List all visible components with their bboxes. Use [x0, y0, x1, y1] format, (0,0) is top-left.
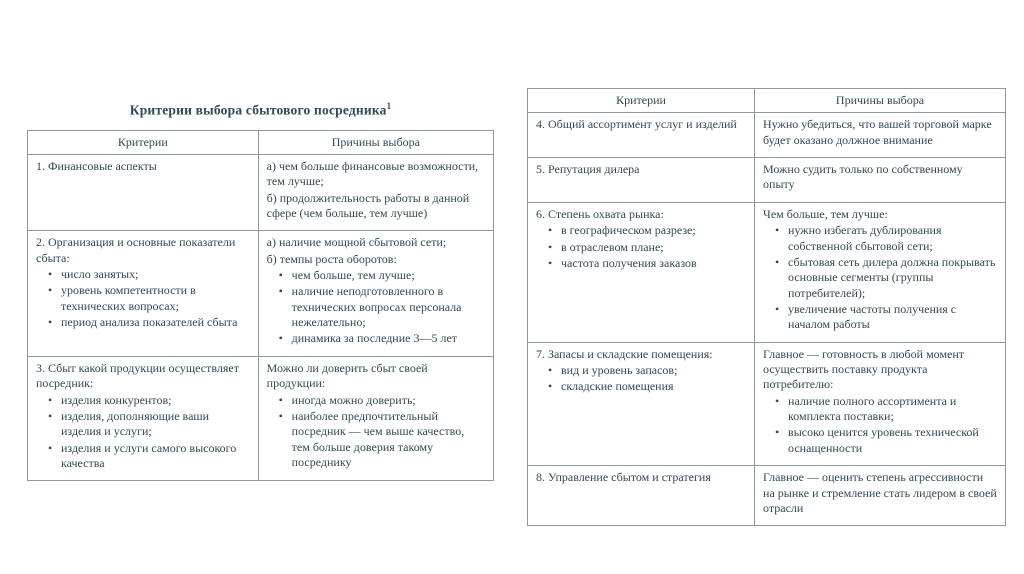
bullet-item	[36, 267, 250, 282]
bullet-text: в географическом разрезе;	[561, 223, 696, 238]
criteria-table-right	[527, 88, 1006, 526]
column-header: Критерии	[528, 89, 755, 113]
criteria-cell	[28, 356, 259, 481]
bullet-item	[36, 409, 250, 440]
bullet-text: иногда можно доверить;	[291, 392, 416, 407]
bullet-marker-icon: •	[278, 408, 283, 423]
bullet-text: в отраслевом плане;	[561, 239, 664, 254]
cell-text-line: Чем больше, тем лучше:	[763, 206, 888, 221]
bullet-text: нужно избегать дублирования собственной сбытовой сети;	[788, 223, 942, 253]
cell-text-line: Главное — готовность в любой момент осуществить поставку продукта потребителю:	[763, 346, 965, 392]
cell-text-line: а) чем больше финансовые возможности, тем лучше;	[266, 158, 479, 189]
bullet-marker-icon: •	[775, 393, 780, 408]
bullet-text: наличие неподготовленного в технических вопросах персонала нежелательно;	[291, 284, 462, 330]
reasons-cell	[258, 356, 493, 481]
table-row	[28, 154, 494, 230]
table-row	[528, 158, 1006, 203]
cell-text-line: 8. Управление сбытом и стратегия	[536, 470, 711, 485]
bullet-text: динамика за последние 3—5 лет	[291, 331, 458, 346]
bullet-item	[536, 223, 746, 238]
cell-text-line: а) наличие мощной сбытовой сети;	[266, 235, 447, 250]
bullet-marker-icon: •	[775, 223, 780, 238]
cell-text-line: Можно судить только по собственному опыту	[763, 162, 963, 192]
bullet-text: период анализа показателей сбыта	[61, 315, 238, 330]
bullet-item	[763, 223, 997, 254]
bullet-text: сбытовая сеть дилера должна покрывать основные сегменты (группы потребителей);	[788, 254, 996, 300]
bullet-item	[536, 379, 746, 394]
bullet-item	[763, 255, 997, 301]
bullet-marker-icon: •	[278, 331, 283, 346]
criteria-table-left	[27, 130, 494, 482]
bullet-marker-icon: •	[548, 255, 553, 270]
bullet-item	[36, 283, 250, 314]
reasons-cell	[258, 231, 493, 357]
bullet-text: вид и уровень запасов;	[561, 363, 678, 378]
bullet-marker-icon: •	[775, 254, 780, 269]
cell-text-line: 2. Организация и основные показатели сбыта:	[36, 235, 236, 265]
cell-text-line: 5. Репутация дилера	[536, 162, 640, 177]
bullet-item	[36, 315, 250, 330]
criteria-cell	[528, 202, 755, 342]
reasons-cell	[258, 154, 493, 230]
bullet-marker-icon: •	[548, 223, 553, 238]
bullet-text: изделия, дополняющие ваши изделия и услуги;	[61, 408, 210, 439]
right-page-column	[527, 88, 1006, 526]
bullet-text: число занятых;	[61, 267, 139, 282]
bullet-text: частота получения заказов	[561, 255, 697, 270]
reasons-cell	[755, 466, 1006, 526]
bullet-text: изделия и услуги самого высокого качества	[61, 440, 237, 470]
bullet-marker-icon: •	[48, 408, 53, 423]
bullet-marker-icon: •	[775, 301, 780, 316]
header-row	[528, 89, 1006, 113]
bullet-text: изделия конкурентов;	[61, 392, 172, 407]
reasons-cell	[755, 342, 1006, 466]
column-header: Причины выбора	[258, 130, 493, 154]
bullet-item	[763, 425, 997, 456]
cell-text-line: 1. Финансовые аспекты	[36, 158, 157, 173]
bullet-marker-icon: •	[278, 284, 283, 299]
cell-text-line: 3. Сбыт какой продукции осуществляет посредник:	[36, 360, 239, 391]
bullet-marker-icon: •	[48, 392, 53, 407]
bullet-marker-icon: •	[278, 268, 283, 283]
criteria-cell	[528, 158, 755, 203]
bullet-text: увеличение частоты получения с началом работы	[788, 301, 957, 332]
bullet-item	[763, 394, 997, 425]
bullet-item	[267, 268, 485, 283]
header-row	[28, 130, 494, 154]
reasons-cell	[755, 113, 1006, 158]
criteria-cell	[528, 342, 755, 466]
cell-text-line: 4. Общий ассортимент услуг и изделий	[536, 117, 737, 132]
bullet-item	[267, 284, 485, 330]
criteria-cell	[528, 113, 755, 158]
bullet-marker-icon: •	[48, 315, 53, 330]
bullet-marker-icon: •	[775, 425, 780, 440]
table-row	[528, 466, 1006, 526]
footnote-marker: 1	[386, 101, 392, 111]
cell-text-line: Нужно убедиться, что вашей торговой марке будет оказано должное внимание	[763, 117, 992, 147]
bullet-marker-icon: •	[548, 379, 553, 394]
cell-text-line: Можно ли доверить сбыт своей продукции:	[266, 360, 428, 391]
bullet-item	[536, 240, 746, 255]
reasons-cell	[755, 158, 1006, 203]
bullet-item	[763, 302, 997, 333]
reasons-cell	[755, 202, 1006, 342]
cell-text-line: б) продолжительность работы в данной сфере (чем больше, тем лучше)	[266, 190, 470, 220]
bullet-item	[536, 256, 746, 271]
bullet-item	[36, 393, 250, 408]
bullet-marker-icon: •	[548, 363, 553, 378]
bullet-marker-icon: •	[548, 239, 553, 254]
bullet-text: наличие полного ассортимента и комплекта поставки;	[788, 393, 957, 424]
bullet-item	[536, 363, 746, 378]
bullet-item	[267, 331, 485, 346]
bullet-marker-icon: •	[278, 392, 283, 407]
bullet-text: наиболее предпочтительный посредник — чем выше качество, тем больше доверия такому посреднику	[291, 408, 465, 469]
cell-text-line: 6. Степень охвата рынка:	[536, 206, 664, 221]
bullet-item	[36, 441, 250, 472]
table-row	[528, 202, 1006, 342]
bullet-marker-icon: •	[48, 440, 53, 455]
page-title-text: Критерии выбора сбытового посредника	[129, 102, 387, 118]
bullet-text: уровень компетентности в технических вопросах;	[61, 283, 196, 313]
cell-text-line: Главное — оценить степень агрессивности на рынке и стремление стать лидером в своей отрасли	[763, 470, 997, 515]
table-row	[28, 356, 494, 481]
left-page-column	[27, 101, 494, 481]
bullet-item	[267, 409, 485, 470]
cell-text-line: 7. Запасы и складские помещения:	[536, 346, 713, 361]
bullet-text: чем больше, тем лучше;	[291, 268, 415, 283]
bullet-text: высоко ценится уровень технической оснащенности	[788, 425, 979, 455]
page-title	[27, 101, 494, 119]
criteria-cell	[28, 231, 259, 357]
bullet-text: складские помещения	[561, 379, 674, 394]
bullet-marker-icon: •	[48, 283, 53, 298]
column-header: Критерии	[28, 130, 259, 154]
column-header: Причины выбора	[755, 89, 1006, 113]
table-row	[528, 113, 1006, 158]
cell-text-line: б) темпы роста оборотов:	[266, 251, 397, 266]
table-row	[528, 342, 1006, 466]
criteria-cell	[28, 154, 259, 230]
criteria-cell	[528, 466, 755, 526]
bullet-marker-icon: •	[48, 267, 53, 282]
bullet-item	[267, 393, 485, 408]
table-row	[28, 231, 494, 357]
